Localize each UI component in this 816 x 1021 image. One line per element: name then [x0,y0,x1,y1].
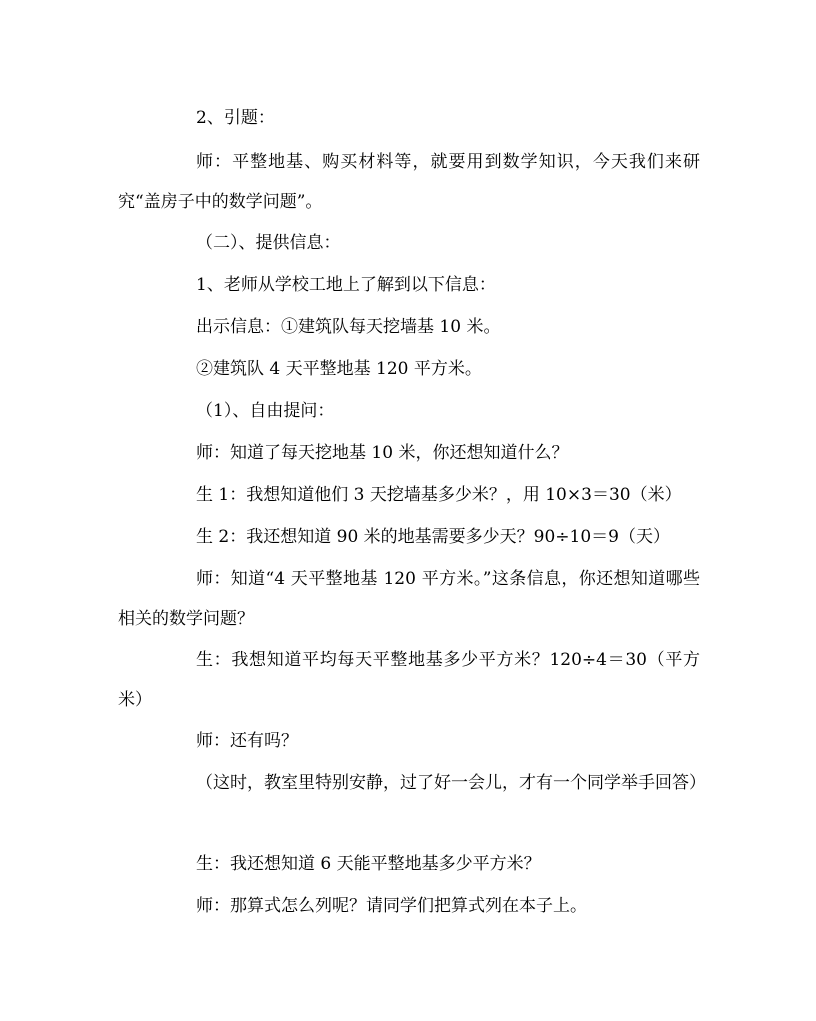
paragraph-section-heading: （二）、提供信息： [196,233,341,253]
paragraph-teacher-intro: 师：平整地基、购买材料等，就要用到数学知识，今天我们来研究“盖房子中的数学问题”。 [118,152,700,212]
paragraph-info-1: 出示信息：①建筑队每天挖墙基 10 米。 [196,317,501,337]
paragraph-teacher-question-1: 师：知道了每天挖地基 10 米，你还想知道什么？ [196,443,569,463]
paragraph-info-intro: 1、老师从学校工地上了解到以下信息： [196,275,496,295]
paragraph-student-3: 生：我想知道平均每天平整地基多少平方米？120÷4＝30（平方米） [118,650,700,710]
paragraph-teacher-instruction: 师：那算式怎么列呢？请同学们把算式列在本子上。 [196,896,587,916]
paragraph-free-question-heading: （1）、自由提问： [196,401,335,421]
paragraph-classroom-note: （这时，教室里特别安静，过了好一会儿，才有一个同学举手回答） [196,773,706,793]
paragraph-student-1: 生 1：我想知道他们 3 天挖墙基多少米？，用 10×3＝30（米） [196,485,682,505]
paragraph-intro-heading: 2、引题： [196,108,275,128]
paragraph-student-2: 生 2：我还想知道 90 米的地基需要多少天？90÷10＝9（天） [196,527,670,547]
paragraph-teacher-question-2: 师：知道“4 天平整地基 120 平方米。”这条信息，你还想知道哪些相关的数学问题？ [118,569,700,629]
paragraph-info-2: ②建筑队 4 天平整地基 120 平方米。 [196,359,482,379]
paragraph-student-4: 生：我还想知道 6 天能平整地基多少平方米？ [196,854,541,874]
paragraph-teacher-question-3: 师：还有吗？ [196,731,298,751]
